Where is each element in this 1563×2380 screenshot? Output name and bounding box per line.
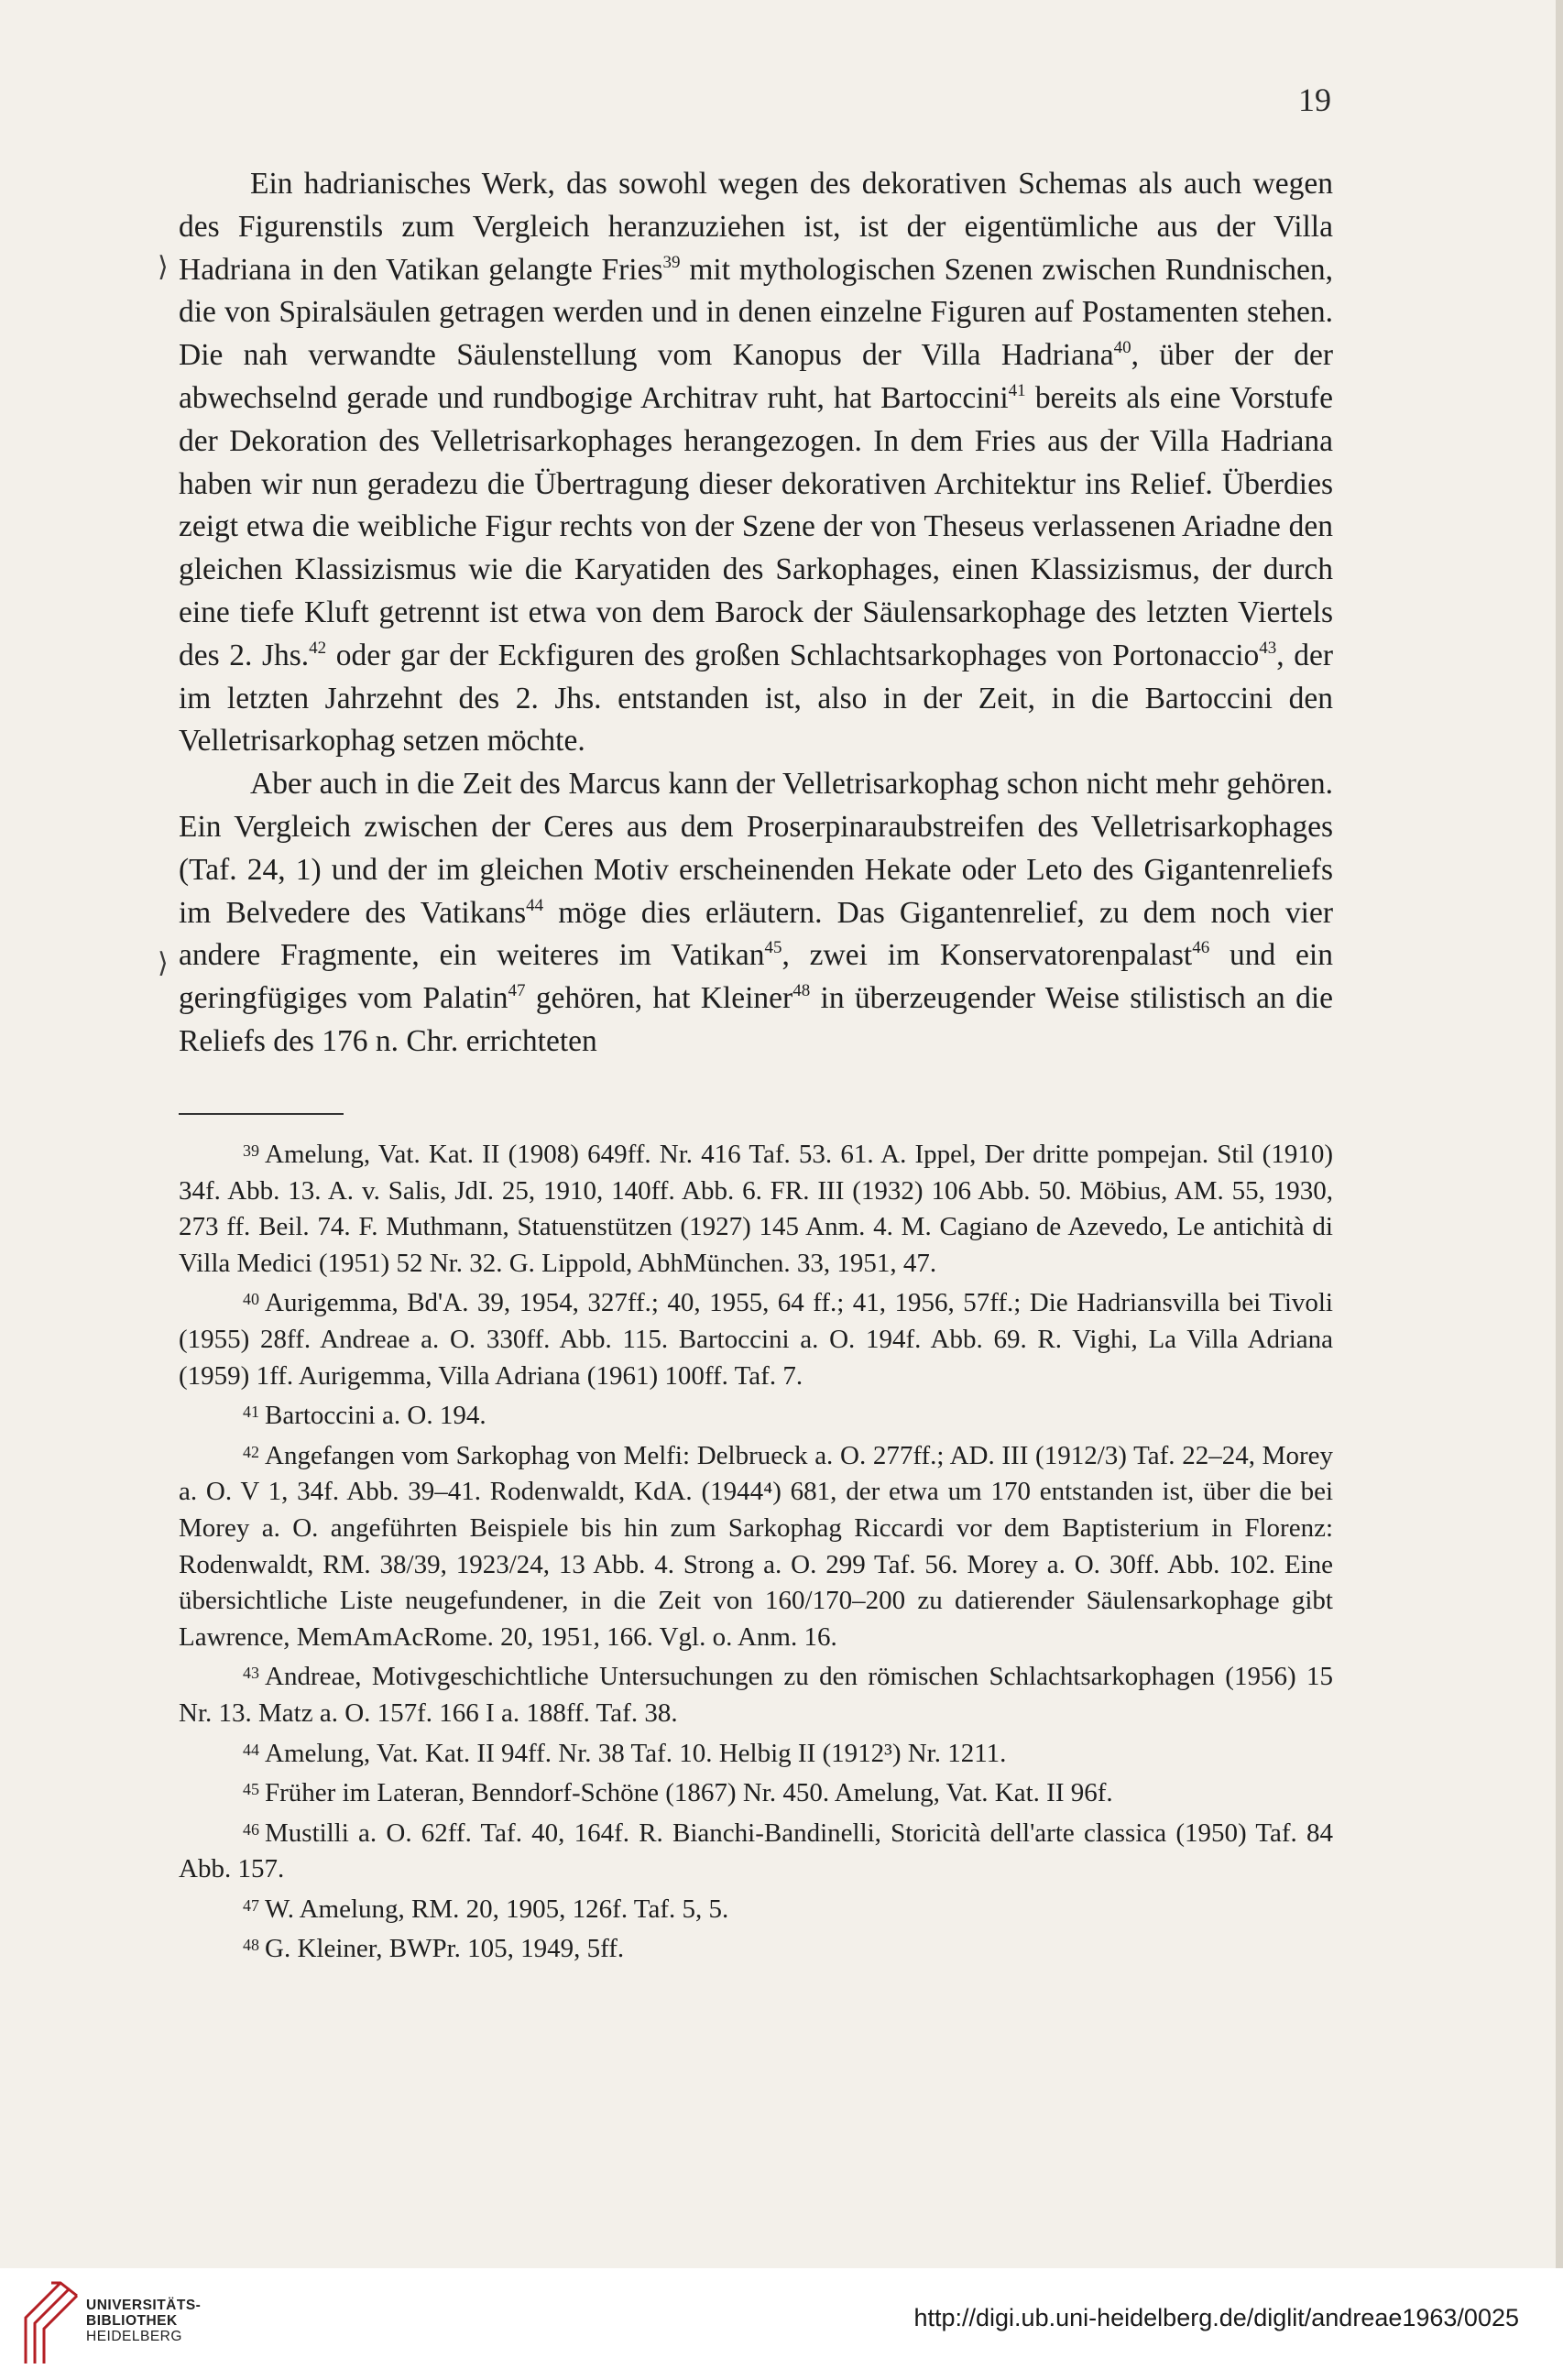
library-logo-text: UNIVERSITÄTS- BIBLIOTHEK HEIDELBERG	[86, 2298, 202, 2344]
footnote-ref[interactable]: 40	[1113, 338, 1131, 358]
page-number: 19	[1298, 82, 1331, 118]
footnote: $^{42}$ Angefangen vom Sarkophag von Melfi: Delbrueck a. O. 277ff.; AD. III (1912/3) Taf. 22–24, Morey a. O. V 1, 34f. Abb. 39–41. Rodenwaldt, KdA. (1944⁴) 681, der etwa um 170 entstanden ist, über die bei Morey a. O. angeführten Beispiele bis hin zum Sarkophag Riccardi vor dem Baptisterium in Florenz: Rodenwaldt, RM. 38/39, 1923/24, 13 Abb. 4. Strong a. O. 299 Taf. 56. Morey a. O. 30ff. Abb. 102. Eine übersichtliche Liste neugefundener, in die Zeit von 160/170–200 zu datierender Säulensarkophage gibt Lawrence, MemAmAcRome. 20, 1951, 166. Vgl. o. Anm. 16.	[179, 1440, 1333, 1652]
body-text	[179, 163, 1333, 1064]
footnote-ref[interactable]: 39	[662, 252, 681, 272]
footnote-ref[interactable]: 47	[508, 981, 526, 1001]
footnote: $^{47}$ W. Amelung, RM. 20, 1905, 126f. Taf. 5, 5.	[243, 1894, 729, 1924]
footnote: $^{44}$ Amelung, Vat. Kat. II 94ff. Nr. 38 Taf. 10. Helbig II (1912³) Nr. 1211.	[243, 1738, 1007, 1768]
source-url-link[interactable]: http://digi.ub.uni-heidelberg.de/diglit/andreae1963/0025	[913, 2304, 1519, 2331]
footnote-ref[interactable]: 46	[1192, 938, 1210, 958]
footnote-ref[interactable]: 43	[1259, 638, 1277, 658]
margin-mark: ⟩	[158, 947, 169, 979]
margin-mark: ⟩	[158, 251, 169, 283]
paragraph: Aber auch in die Zeit des Marcus kann der Velletrisarkophag schon nicht mehr gehören. Ein Vergleich zwischen der Ceres aus dem Proserpinaraubstreifen des Velletrisarkophages (Taf. 24, 1) und der im gleichen Motiv erscheinenden Hekate oder Leto des Gigantenreliefs im Belvedere des Vatikans$^{44}$ möge dies erläutern. Das Gigantenrelief, zu dem noch vier andere Fragmente, ein weiteres im Vatikan$^{45}$, zwei im Konservatorenpalast$^{46}$ und ein geringfügiges vom Palatin$^{47}$ gehören, hat Kleiner$^{48}$ in überzeugender Weise stilistisch an die Reliefs des 176 n. Chr. errichteten	[179, 767, 1333, 1058]
library-logo-icon	[18, 2279, 81, 2367]
footnote-rule	[179, 1113, 344, 1115]
footnote-ref[interactable]: 44	[526, 895, 544, 915]
footnote-ref[interactable]: 45	[764, 938, 782, 958]
footnote-ref[interactable]: 42	[309, 638, 327, 658]
footnote: $^{40}$ Aurigemma, Bd'A. 39, 1954, 327ff.; 40, 1955, 64 ff.; 41, 1956, 57ff.; Die Hadriansvilla bei Tivoli (1955) 28ff. Andreae a. O. 330ff. Abb. 115. Bartoccini a. O. 194f. Abb. 69. R. Vighi, La Villa Adriana (1959) 1ff. Aurigemma, Villa Adriana (1961) 100ff. Taf. 7.	[179, 1288, 1333, 1391]
footnote: $^{48}$ G. Kleiner, BWPr. 105, 1949, 5ff.	[243, 1934, 625, 1964]
footnote: $^{43}$ Andreae, Motivgeschichtliche Untersuchungen zu den römischen Schlachtsarkophagen (1956) 15 Nr. 13. Matz a. O. 157f. 166 I a. 188ff. Taf. 38.	[179, 1662, 1333, 1728]
footnote: $^{39}$ Amelung, Vat. Kat. II (1908) 649ff. Nr. 416 Taf. 53. 61. A. Ippel, Der dritte pompejan. Stil (1910) 34f. Abb. 13. A. v. Salis, JdI. 25, 1910, 140ff. Abb. 6. FR. III (1932) 106 Abb. 50. Möbius, AM. 55, 1930, 273 ff. Beil. 74. F. Muthmann, Statuenstützen (1927) 145 Anm. 4. M. Cagiano de Azevedo, Le antichità di Villa Medici (1951) 52 Nr. 32. G. Lippold, AbhMünchen. 33, 1951, 47.	[179, 1140, 1333, 1278]
page-edge	[1556, 0, 1563, 2268]
footnote-ref[interactable]: 48	[792, 981, 811, 1001]
footnote: $^{45}$ Früher im Lateran, Benndorf-Schöne (1867) Nr. 450. Amelung, Vat. Kat. II 96f.	[243, 1778, 1113, 1808]
footnote: $^{41}$ Bartoccini a. O. 194.	[243, 1401, 486, 1431]
footnotes	[179, 1133, 1333, 1968]
footnote: $^{46}$ Mustilli a. O. 62ff. Taf. 40, 164f. R. Bianchi-Bandinelli, Storicità dell'arte classica (1950) Taf. 84 Abb. 157.	[179, 1818, 1333, 1884]
paragraph: Ein hadrianisches Werk, das sowohl wegen des dekorativen Schemas als auch wegen des Figurenstils zum Vergleich heranzuziehen ist, ist der eigentümliche aus der Villa Hadriana in den Vatikan gelangte Fries$^{39}$ mit mythologischen Szenen zwischen Rundnischen, die von Spiralsäulen getragen werden und in denen einzelne Figuren auf Postamenten stehen. Die nah verwandte Säulenstellung vom Kanopus der Villa Hadriana$^{40}$, über der der abwechselnd gerade und rundbogige Architrav ruht, hat Bartoccini$^{41}$ bereits als eine Vorstufe der Dekoration des Velletrisarkophages herangezogen. In dem Fries aus der Villa Hadriana haben wir nun geradezu die Übertragung dieser dekorativen Architektur ins Relief. Überdies zeigt etwa die weibliche Figur rechts von der Szene der von Theseus verlassenen Ariadne den gleichen Klassizismus wie die Karyatiden des Sarkophages, einen Klassizismus, der durch eine tiefe Kluft getrennt ist etwa von dem Barock der Säulensarkophage des letzten Viertels des 2. Jhs.$^{42}$ oder gar der Eckfiguren des großen Schlachtsarkophages von Portonaccio$^{43}$, der im letzten Jahrzehnt des 2. Jhs. entstanden ist, also in der Zeit, in die Bartoccini den Velletrisarkophag setzen möchte.	[179, 167, 1334, 759]
footnote-ref[interactable]: 41	[1008, 380, 1026, 400]
